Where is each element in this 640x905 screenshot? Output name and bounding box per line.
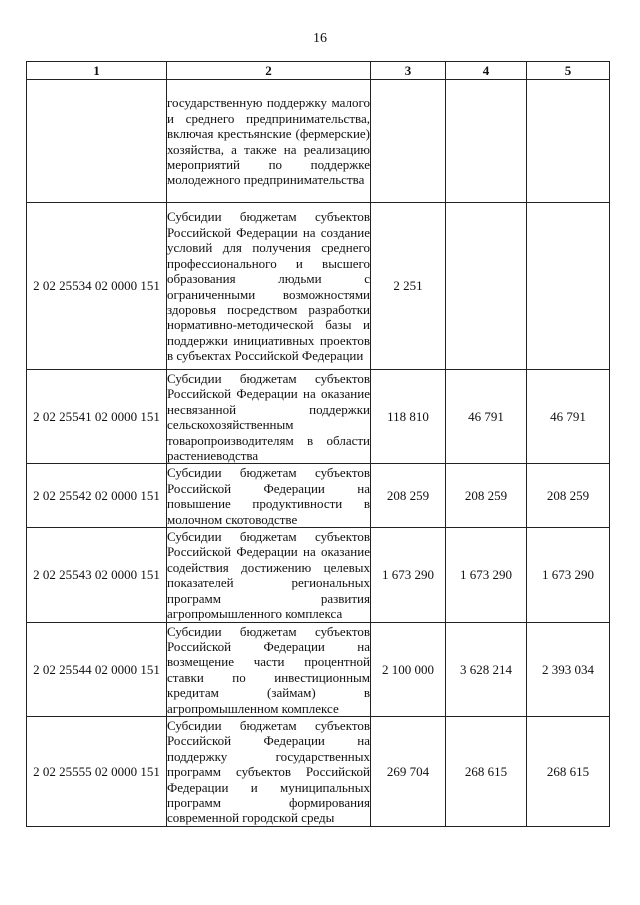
amount-col4: 208 259: [446, 464, 527, 528]
income-code: [27, 80, 167, 203]
income-code: 2 02 25542 02 0000 151: [27, 464, 167, 528]
amount-col3: 2 100 000: [371, 622, 446, 716]
amount-col3: 118 810: [371, 370, 446, 464]
table-row: [27, 622, 610, 716]
table-row: [27, 528, 610, 622]
amount-col4: [446, 80, 527, 203]
amount-col4: 46 791: [446, 370, 527, 464]
amount-col5: 1 673 290: [527, 528, 610, 622]
income-description-text: Субсидии бюджетам субъектов Российской Федерации на повышение продуктивности в молочном скотоводстве: [167, 465, 370, 527]
amount-col5: 268 615: [527, 716, 610, 826]
table-row: [27, 464, 610, 528]
income-description: [167, 370, 371, 464]
column-header-3: 3: [371, 62, 446, 80]
income-description-text: Субсидии бюджетам субъектов Российской Федерации на поддержку государственных программ субъектов Российской Федерации и муниципальных программ формирования современной городской среды: [167, 717, 370, 826]
income-description: [167, 716, 371, 826]
income-description-text: Субсидии бюджетам субъектов Российской Федерации на возмещение части процентной ставки по инвестиционным кредитам (займам) в агропромышленном комплексе: [167, 623, 370, 716]
income-code: 2 02 25541 02 0000 151: [27, 370, 167, 464]
income-code: 2 02 25534 02 0000 151: [27, 203, 167, 370]
amount-col3: [371, 80, 446, 203]
table-row: [27, 80, 610, 203]
amount-col3: 208 259: [371, 464, 446, 528]
amount-col4: [446, 203, 527, 370]
income-description-text: Субсидии бюджетам субъектов Российской Федерации на создание условий для получения среднего профессионального и высшего образования людьми с ограниченными возможностями здоровья посредством разработки нормативно-методической базы и поддержки инициативных проектов в субъектах Российской Федерации: [167, 209, 370, 364]
amount-col3: 269 704: [371, 716, 446, 826]
income-description: [167, 203, 371, 370]
column-header-1: 1: [27, 62, 167, 80]
amount-col4: 3 628 214: [446, 622, 527, 716]
income-description: [167, 80, 371, 203]
column-header-4: 4: [446, 62, 527, 80]
column-header-5: 5: [527, 62, 610, 80]
page-number: 16: [313, 31, 327, 46]
income-description: [167, 464, 371, 528]
amount-col4: 1 673 290: [446, 528, 527, 622]
income-description-text: государственную поддержку малого и среднего предпринимательства, включая крестьянские (фермерские) хозяйства, а также на реализацию мероприятий по поддержке молодежного предпринимательства: [167, 95, 370, 188]
income-code: 2 02 25543 02 0000 151: [27, 528, 167, 622]
amount-col3: 1 673 290: [371, 528, 446, 622]
amount-col5: 2 393 034: [527, 622, 610, 716]
budget-table: [26, 61, 610, 827]
table-row: [27, 203, 610, 370]
amount-col5: 208 259: [527, 464, 610, 528]
amount-col5: [527, 80, 610, 203]
table-row: [27, 370, 610, 464]
income-description-text: Субсидии бюджетам субъектов Российской Федерации на оказание несвязанной поддержки сельскохозяйственным товаропроизводителям в области растениеводства: [167, 371, 370, 464]
amount-col4: 268 615: [446, 716, 527, 826]
table-row: [27, 716, 610, 826]
amount-col5: 46 791: [527, 370, 610, 464]
income-description-text: Субсидии бюджетам субъектов Российской Федерации на оказание содействия достижению целевых показателей региональных программ развития агропромышленного комплекса: [167, 529, 370, 622]
income-description: [167, 528, 371, 622]
amount-col5: [527, 203, 610, 370]
income-code: 2 02 25555 02 0000 151: [27, 716, 167, 826]
column-header-2: 2: [167, 62, 371, 80]
table-header-row: [27, 62, 610, 80]
income-description: [167, 622, 371, 716]
amount-col3: 2 251: [371, 203, 446, 370]
income-code: 2 02 25544 02 0000 151: [27, 622, 167, 716]
